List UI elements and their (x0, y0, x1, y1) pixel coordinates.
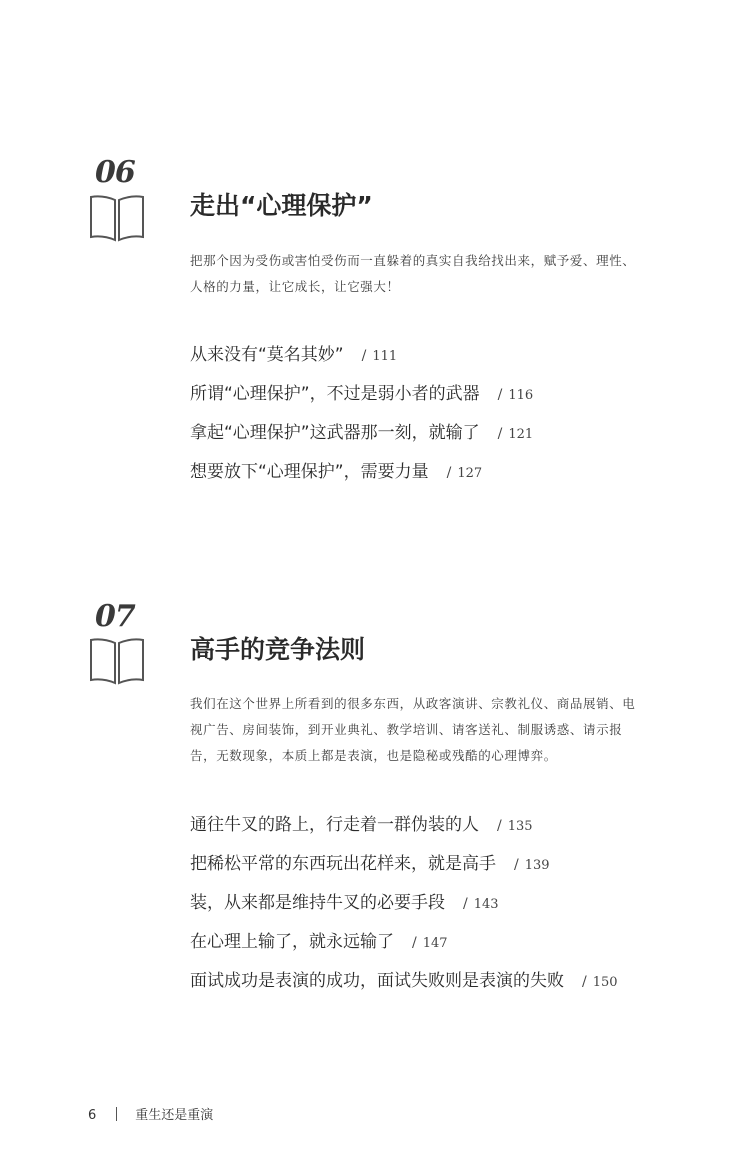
toc-item[interactable] (190, 923, 618, 962)
toc-page-number: 116 (508, 388, 534, 403)
footer-divider (116, 1107, 117, 1121)
toc-separator: / (446, 465, 452, 481)
toc-separator: / (497, 426, 503, 442)
chapter-title: 走出“心理保护” (190, 191, 373, 220)
toc-page-number: 111 (372, 349, 398, 364)
toc-item-title: 拿起“心理保护”这武器那一刻，就输了 (190, 423, 480, 443)
toc-item[interactable] (190, 453, 533, 492)
toc-item[interactable] (190, 375, 533, 414)
open-book-icon (88, 636, 146, 686)
toc-item-title: 装，从来都是维持牛叉的必要手段 (190, 893, 445, 913)
page-number: 6 (88, 1108, 97, 1123)
toc-separator: / (412, 935, 417, 951)
toc-item-title: 面试成功是表演的成功，面试失败则是表演的失败 (190, 971, 564, 991)
chapter-number: 07 (95, 599, 135, 634)
book-title: 重生还是重演 (135, 1108, 214, 1123)
toc-page-number: 121 (508, 427, 534, 442)
open-book-icon (88, 193, 146, 243)
toc-separator: / (361, 348, 367, 364)
chapter-description: 把那个因为受伤或害怕受伤而一直躲着的真实自我给找出来，赋予爱、理性、人格的力量，让它成长，让它强大！ (190, 253, 636, 294)
toc-item[interactable] (190, 845, 618, 884)
toc-page-number: 150 (592, 975, 618, 990)
toc-list (190, 336, 533, 492)
toc-item-title: 在心理上输了，就永远输了 (190, 932, 394, 952)
chapter-title: 高手的竞争法则 (190, 635, 366, 664)
toc-page-number: 143 (473, 897, 499, 912)
toc-item-title: 通往牛叉的路上，行走着一群伪装的人 (190, 815, 479, 835)
toc-item[interactable] (190, 414, 533, 453)
toc-item[interactable] (190, 884, 618, 923)
toc-page-number: 139 (524, 858, 550, 873)
toc-separator: / (463, 896, 468, 912)
toc-item[interactable] (190, 336, 533, 375)
toc-page-number: 147 (422, 936, 448, 951)
toc-item-title: 从来没有“莫名其妙” (190, 345, 344, 365)
toc-separator: / (497, 818, 502, 834)
toc-item-title: 想要放下“心理保护”，需要力量 (190, 462, 429, 482)
toc-separator: / (497, 387, 503, 403)
chapter-description: 我们在这个世界上所看到的很多东西，从政客演讲、宗教礼仪、商品展销、电视广告、房间装饰，到开业典礼、教学培训、请客送礼、制服诱惑、请示报告，无数现象，本质上都是表演，也是隐秘或残酷的心理博弈。 (190, 696, 636, 763)
toc-separator: / (514, 857, 519, 873)
page-footer (88, 1104, 213, 1123)
toc-item-title: 所谓“心理保护”，不过是弱小者的武器 (190, 384, 480, 404)
toc-page-number: 135 (507, 819, 533, 834)
toc-list (190, 806, 618, 1001)
toc-item-title: 把稀松平常的东西玩出花样来，就是高手 (190, 854, 496, 874)
toc-item[interactable] (190, 962, 618, 1001)
toc-separator: / (582, 974, 587, 990)
toc-item[interactable] (190, 806, 618, 845)
chapter-number: 06 (95, 155, 135, 190)
toc-page-number: 127 (457, 466, 483, 481)
